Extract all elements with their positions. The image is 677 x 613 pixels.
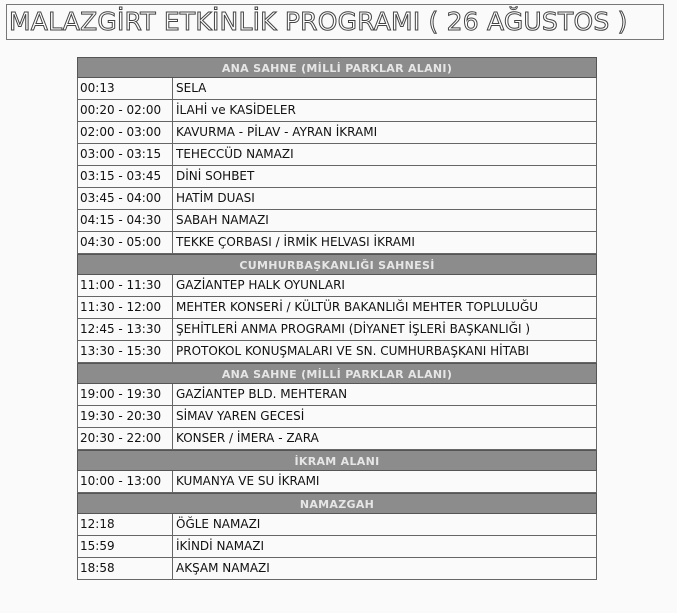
event-cell: DİNİ SOHBET (176, 169, 255, 183)
event-cell: KONSER / İMERA - ZARA (176, 431, 319, 445)
time-cell: 19:30 - 20:30 (78, 406, 173, 427)
time-cell: 13:30 - 15:30 (78, 341, 173, 362)
time-cell: 11:30 - 12:00 (78, 297, 173, 318)
time-cell: 12:45 - 13:30 (78, 319, 173, 340)
event-cell: PROTOKOL KONUŞMALARI VE SN. CUMHURBAŞKANI HİTABI (176, 344, 530, 358)
event-cell: İKİNDİ NAMAZI (176, 539, 265, 553)
table-row (77, 100, 597, 122)
table-row (77, 122, 597, 144)
event-cell: SELA (176, 81, 207, 95)
table-row (77, 514, 597, 536)
table-row (77, 275, 597, 297)
section-header: NAMAZGAH (77, 493, 597, 514)
event-cell: TEHECCÜD NAMAZI (176, 147, 294, 161)
time-cell: 10:00 - 13:00 (78, 471, 173, 492)
table-row (77, 210, 597, 232)
time-cell: 00:20 - 02:00 (78, 100, 173, 121)
page-title: MALAZGİRT ETKİNLİK PROGRAMI ( 26 AĞUSTOS ) (6, 4, 664, 40)
table-row (77, 78, 597, 100)
time-cell: 00:13 (78, 78, 173, 99)
section-cumhurbaskanligi (77, 254, 597, 363)
time-cell: 18:58 (78, 558, 173, 579)
schedule-table (77, 57, 597, 580)
table-row (77, 471, 597, 493)
section-namazgah (77, 493, 597, 580)
section-ana-sahne-2 (77, 363, 597, 450)
event-cell: İLAHİ ve KASİDELER (176, 103, 296, 117)
table-row (77, 297, 597, 319)
time-cell: 19:00 - 19:30 (78, 384, 173, 405)
table-row (77, 558, 597, 580)
event-cell: SİMAV YAREN GECESİ (176, 409, 305, 423)
event-cell: AKŞAM NAMAZI (176, 561, 270, 575)
time-cell: 12:18 (78, 514, 173, 535)
time-cell: 02:00 - 03:00 (78, 122, 173, 143)
event-cell: SABAH NAMAZI (176, 213, 269, 227)
table-row (77, 341, 597, 363)
table-row (77, 428, 597, 450)
table-row (77, 319, 597, 341)
table-row (77, 536, 597, 558)
event-cell: MEHTER KONSERİ / KÜLTÜR BAKANLIĞI MEHTER TOPLULUĞU (176, 300, 539, 314)
event-cell: ÖĞLE NAMAZI (176, 517, 261, 531)
table-row (77, 384, 597, 406)
event-cell: ŞEHİTLERİ ANMA PROGRAMI (DİYANET İŞLERİ BAŞKANLIĞI ) (176, 322, 531, 336)
event-cell: KUMANYA VE SU İKRAMI (176, 474, 320, 488)
event-cell: KAVURMA - PİLAV - AYRAN İKRAMI (176, 125, 378, 139)
time-cell: 11:00 - 11:30 (78, 275, 173, 296)
event-cell: HATİM DUASI (176, 191, 255, 205)
time-cell: 03:15 - 03:45 (78, 166, 173, 187)
table-row (77, 188, 597, 210)
section-ana-sahne-1 (77, 57, 597, 254)
section-header: ANA SAHNE (MİLLİ PARKLAR ALANI) (77, 57, 597, 78)
table-row (77, 166, 597, 188)
event-cell: GAZİANTEP HALK OYUNLARI (176, 278, 345, 292)
table-row (77, 406, 597, 428)
time-cell: 15:59 (78, 536, 173, 557)
section-header: İKRAM ALANI (77, 450, 597, 471)
table-row (77, 144, 597, 166)
section-ikram-alani (77, 450, 597, 493)
time-cell: 20:30 - 22:00 (78, 428, 173, 449)
section-header: ANA SAHNE (MİLLİ PARKLAR ALANI) (77, 363, 597, 384)
section-header: CUMHURBAŞKANLIĞI SAHNESİ (77, 254, 597, 275)
time-cell: 03:45 - 04:00 (78, 188, 173, 209)
time-cell: 04:15 - 04:30 (78, 210, 173, 231)
time-cell: 04:30 - 05:00 (78, 232, 173, 253)
time-cell: 03:00 - 03:15 (78, 144, 173, 165)
event-cell: TEKKE ÇORBASI / İRMİK HELVASI İKRAMI (176, 235, 415, 249)
table-row (77, 232, 597, 254)
event-cell: GAZİANTEP BLD. MEHTERAN (176, 387, 348, 401)
